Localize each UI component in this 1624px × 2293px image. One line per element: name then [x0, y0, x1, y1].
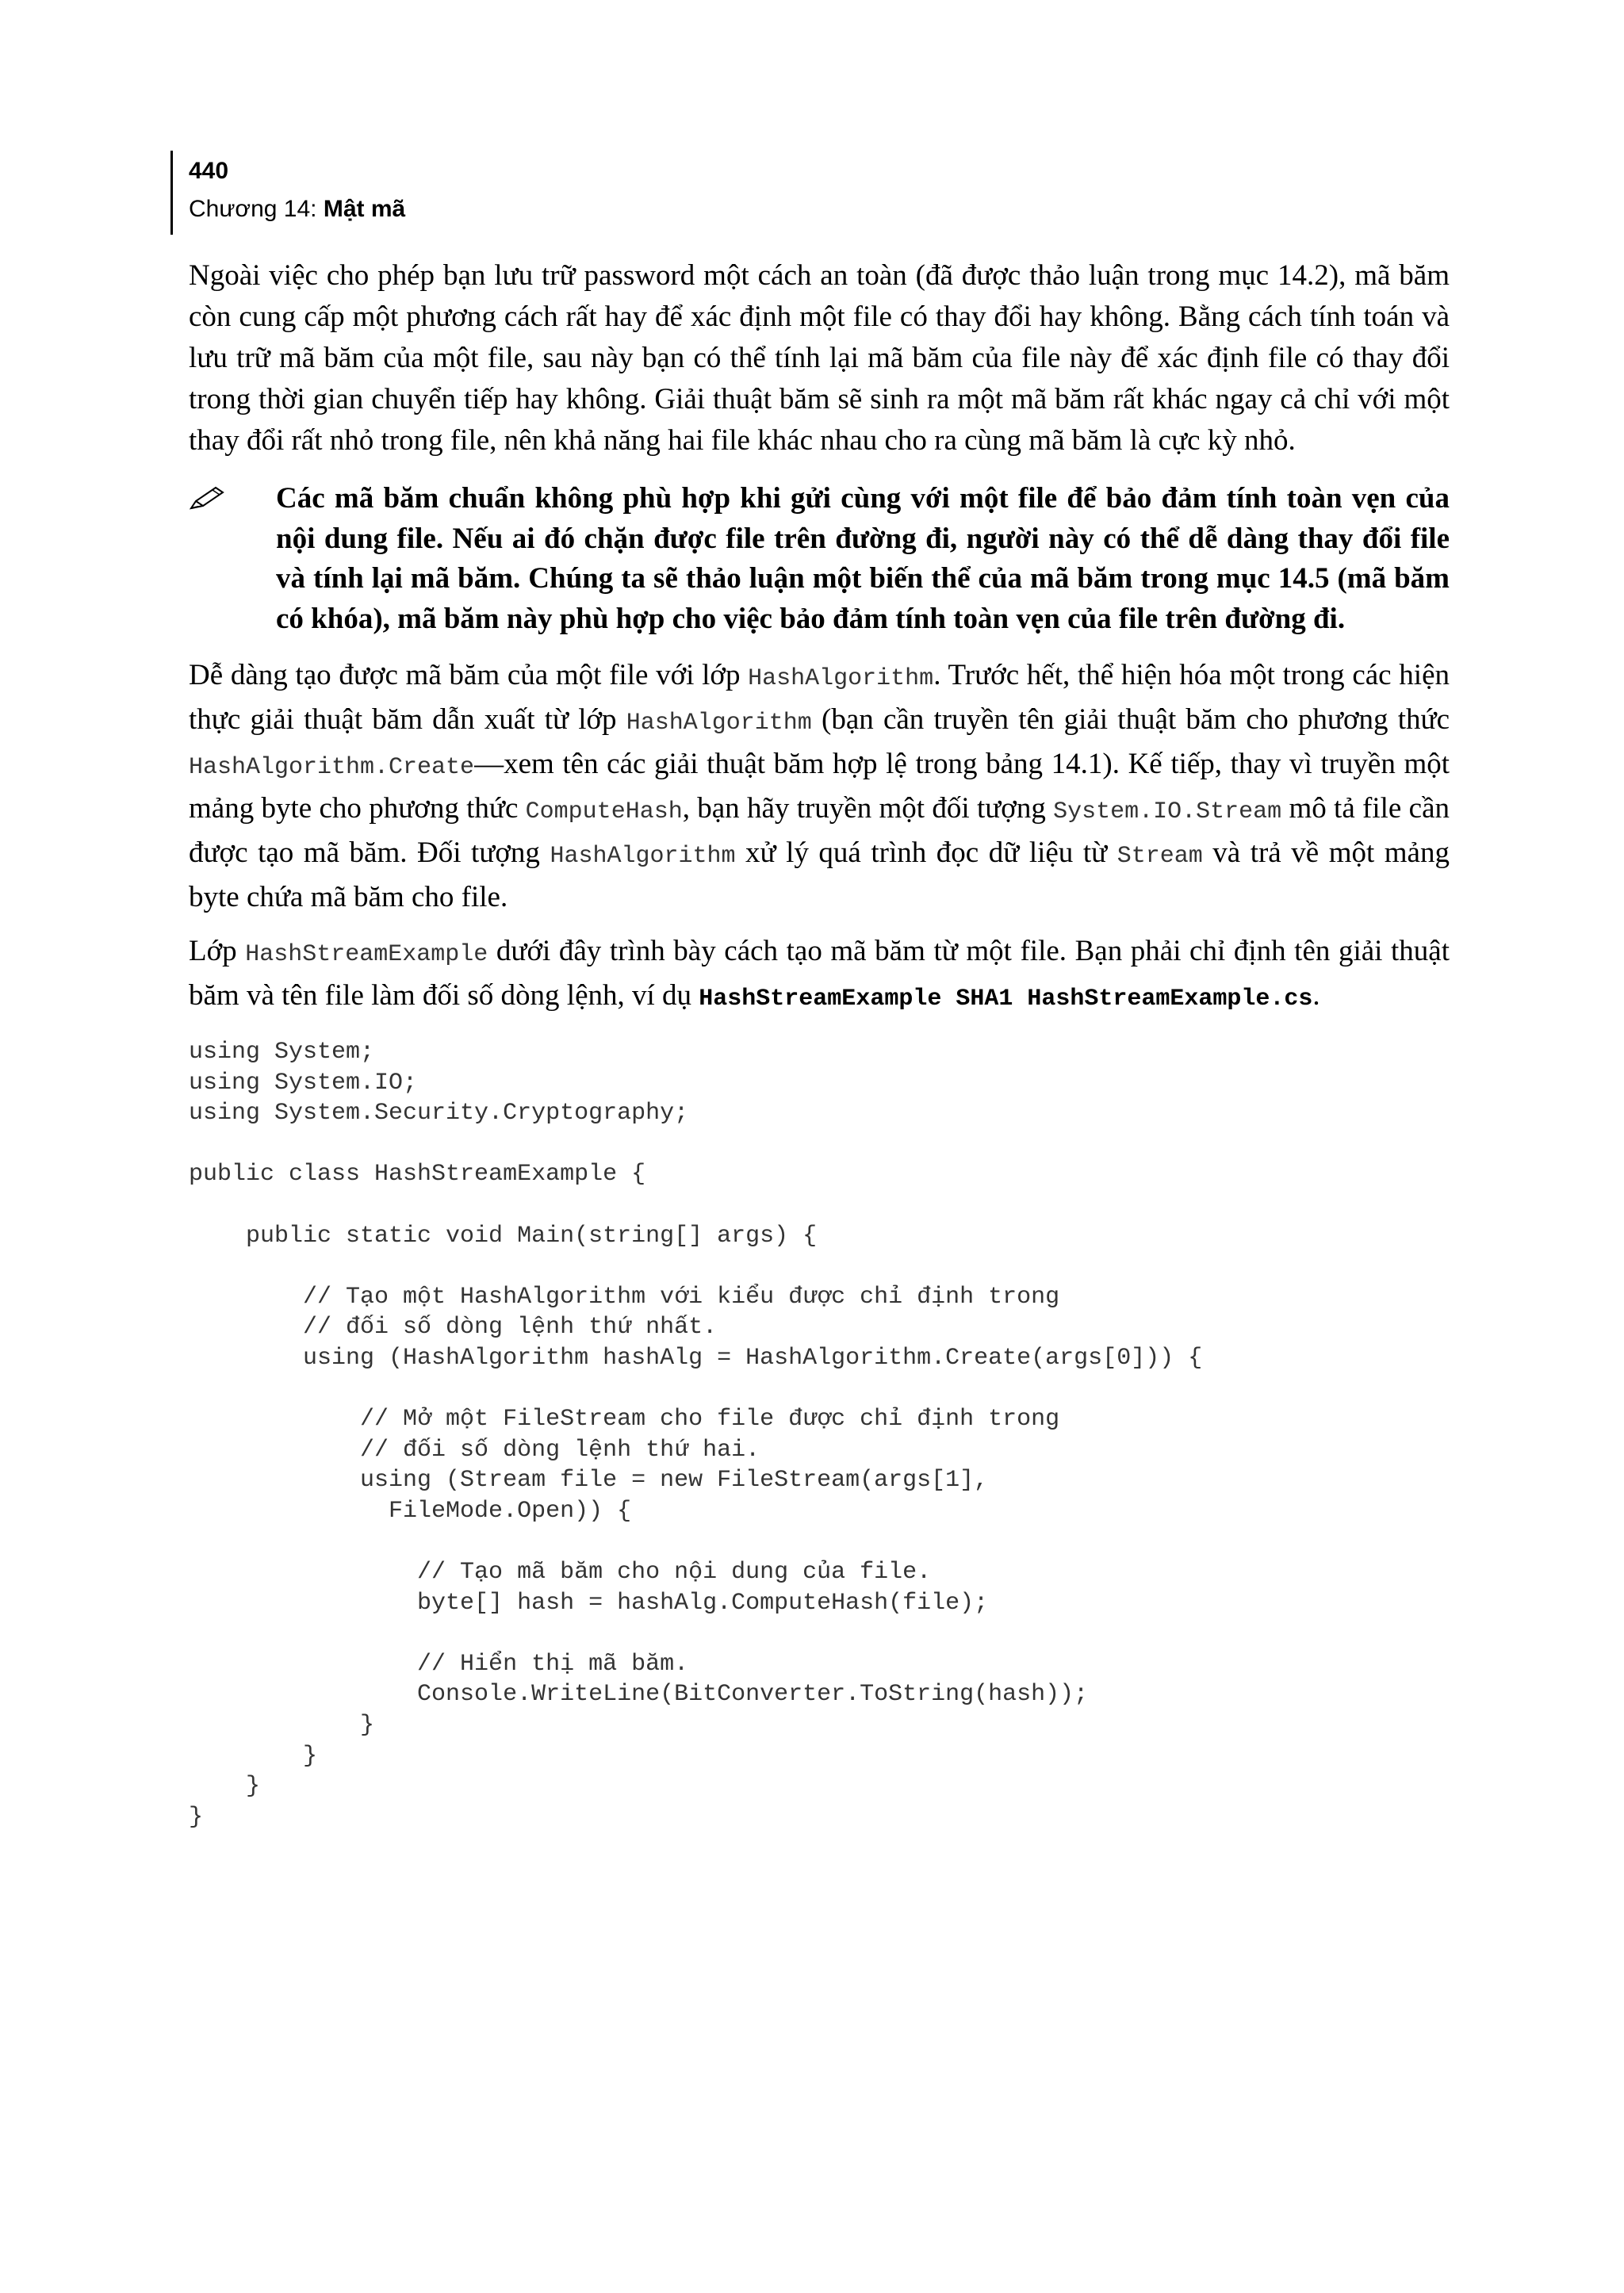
inline-code: HashStreamExample — [245, 941, 488, 968]
inline-code: HashAlgorithm.Create — [189, 754, 475, 781]
text-run: , bạn hãy truyền một đối tượng — [682, 792, 1054, 825]
inline-code: ComputeHash — [525, 798, 683, 825]
text-run: —xem tên các giải thuật băm hợp lệ trong bảng 14.1). Kế tiếp, thay vì truyền một mảng byte cho phương thức — [189, 748, 1450, 825]
note-box — [189, 479, 1450, 639]
chapter-heading — [189, 195, 405, 224]
inline-code: System.IO.Stream — [1053, 798, 1282, 825]
text-run: (bạn cần truyền tên giải thuật băm cho phương thức — [811, 703, 1450, 736]
inline-code: Stream — [1116, 843, 1203, 870]
page-body — [189, 255, 1450, 1832]
note-text: Các mã băm chuẩn không phù hợp khi gửi cùng với một file để bảo đảm tính toàn vẹn của nội dung file. Nếu ai đó chặn được file trên đường đi, người này có thể dễ dàng thay đổi file và tính lại mã băm. Chúng ta sẽ thảo luận một biến thể của mã băm trong mục 14.5 (mã băm có khóa), mã băm này phù hợp cho việc bảo đảm tính toàn vẹn của file trên đường đi. — [276, 482, 1450, 635]
paragraph-intro: Ngoài việc cho phép bạn lưu trữ password một cách an toàn (đã được thảo luận trong mục 14.2), mã băm còn cung cấp một phương cách rất hay để xác định một file có thay đổi hay không. Bằng cách tính toán và lưu trữ mã băm của một file, sau này bạn có thể tính lại mã băm của file này để xác định file có thay đổi trong thời gian chuyển tiếp hay không. Giải thuật băm sẽ sinh ra một mã băm rất khác ngay cả chỉ với một thay đổi rất nhỏ trong file, nên khả năng hai file khác nhau cho ra cùng mã băm là cực kỳ nhỏ. — [189, 259, 1450, 457]
code-listing: using System; using System.IO; using System.Security.Cryptography; public class HashStreamExample { public static void Main(string[] args) { // Tạo một HashAlgorithm với kiểu được chỉ định trong // đối số dòng lệnh thứ nhất. using (HashAlgorithm hashAlg = HashAlgorithm.Create(args[0])) { // Mở một FileStream cho file được chỉ định trong // đối số dòng lệnh thứ hai. using (Stream file = new FileStream(args[1], FileMode.Open)) { // Tạo mã băm cho nội dung của file. byte[] hash = hashAlg.ComputeHash(file); // Hiển thị mã băm. Console.WriteLine(BitConverter.ToString(hash)); } } } } — [189, 1039, 1203, 1831]
text-run: mô tả file cần được tạo mã băm. Đối tượng — [189, 792, 1450, 869]
text-run: . Trước hết, thể hiện hóa một trong các hiện thực giải thuật băm dẫn xuất từ lớp — [189, 659, 1450, 736]
text-run: dưới đây trình bày cách tạo mã băm từ một file. Bạn phải chỉ định tên giải thuật băm và tên file làm đối số dòng lệnh, ví dụ — [189, 935, 1450, 1012]
pencil-note-icon — [189, 485, 225, 511]
text-run: và trả về một mảng byte chứa mã băm cho file. — [189, 836, 1450, 913]
text-run: Lớp — [189, 935, 246, 967]
header-rule — [170, 151, 173, 235]
text-run: Dễ dàng tạo được mã băm của một file với lớp — [189, 659, 749, 691]
chapter-prefix: Chương 14: — [189, 196, 324, 222]
chapter-title: Mật mã — [323, 196, 406, 222]
text-run: . — [1312, 979, 1320, 1012]
inline-code: HashAlgorithm — [626, 710, 812, 737]
inline-code: HashAlgorithm — [748, 665, 934, 692]
text-run: xử lý quá trình đọc dữ liệu từ — [735, 836, 1117, 869]
paragraph-example-intro — [189, 931, 1450, 1020]
paragraph-hashalgorithm — [189, 655, 1450, 918]
inline-code: HashAlgorithm — [550, 843, 736, 870]
page-number: 440 — [189, 158, 229, 184]
inline-code-command: HashStreamExample SHA1 HashStreamExample.cs — [699, 986, 1313, 1013]
